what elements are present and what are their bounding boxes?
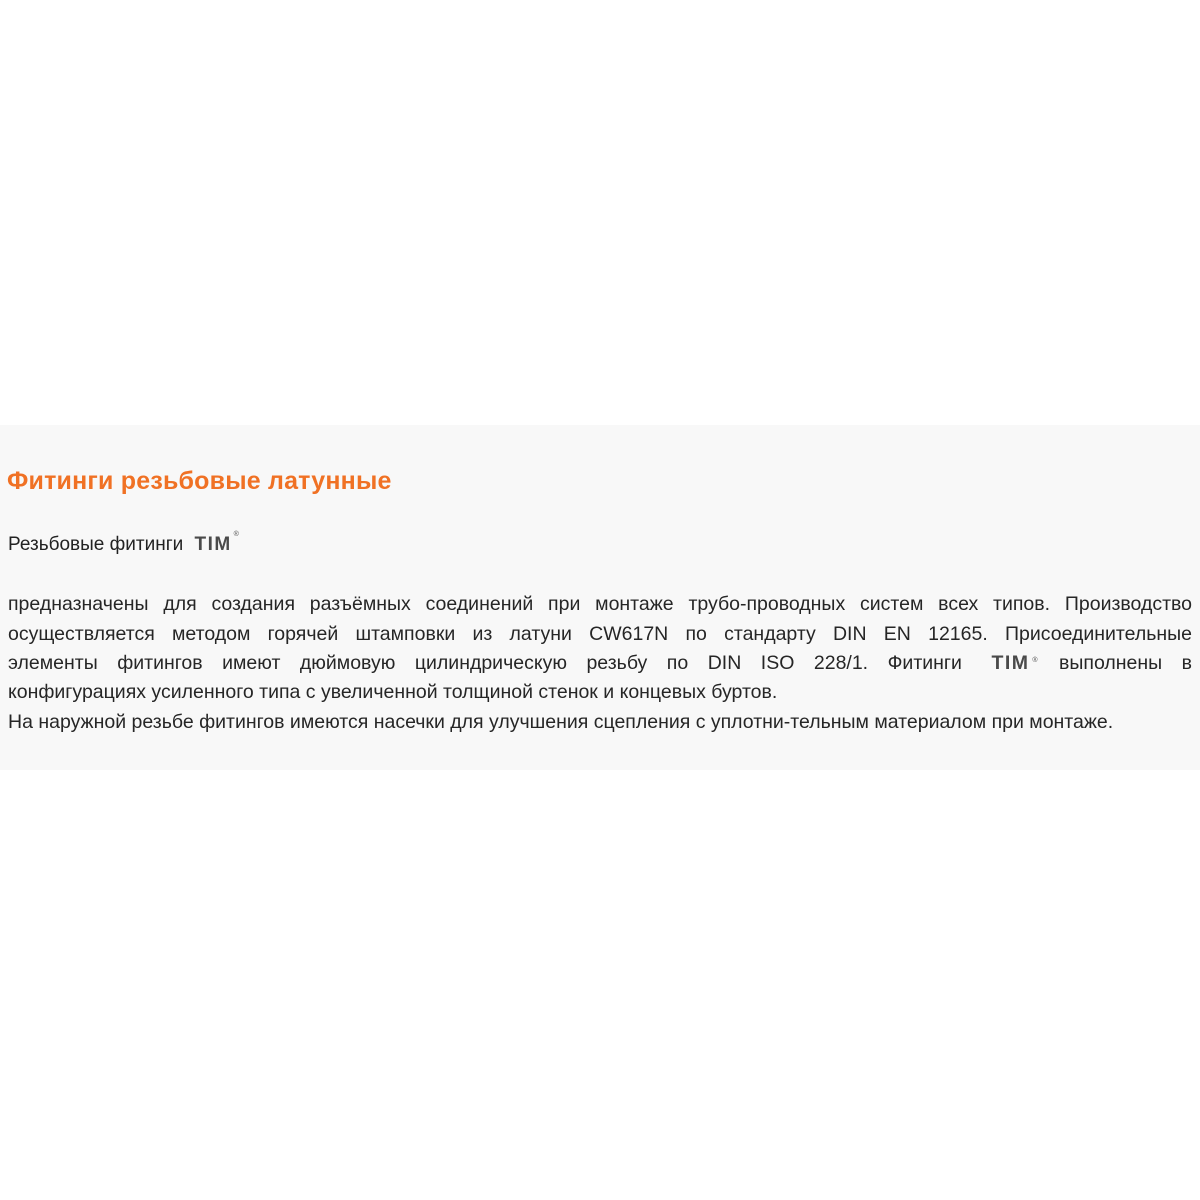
inline-brand-name: TIM bbox=[991, 652, 1030, 674]
paragraph-line-3 bbox=[8, 651, 1192, 675]
brand-name: TIM bbox=[194, 534, 232, 555]
page-title: Фитинги резьбовые латунные bbox=[7, 467, 392, 495]
paragraph-line-5: На наружной резьбе фитингов имеются насечки для улучшения сцепления с уплотни-тельным материалом при монтаже. bbox=[8, 711, 1114, 733]
brand-logo bbox=[194, 531, 239, 556]
paragraph-line-2: осуществляется методом горячей штамповки из латуни CW617N по стандарту DIN EN 12165. Присоединительные bbox=[8, 623, 1192, 645]
subtitle bbox=[8, 531, 239, 556]
paragraph-line-3-start: элементы фитингов имеют дюймовую цилиндрическую резьбу по DIN ISO 228/1. Фитинги bbox=[8, 652, 962, 674]
paragraph-line-1: предназначены для создания разъёмных соединений при монтаже трубо-проводных систем всех типов. Производство bbox=[8, 593, 1192, 615]
registered-mark: ® bbox=[233, 531, 239, 538]
inline-brand-logo bbox=[991, 652, 1038, 674]
subtitle-text: Резьбовые фитинги bbox=[8, 534, 184, 555]
paragraph-line-4: конфигурациях усиленного типа с увеличенной толщиной стенок и концевых буртов. bbox=[8, 681, 778, 703]
paragraph-line-3-end: выполнены в bbox=[1059, 652, 1193, 674]
inline-registered-mark: ® bbox=[1032, 657, 1038, 664]
